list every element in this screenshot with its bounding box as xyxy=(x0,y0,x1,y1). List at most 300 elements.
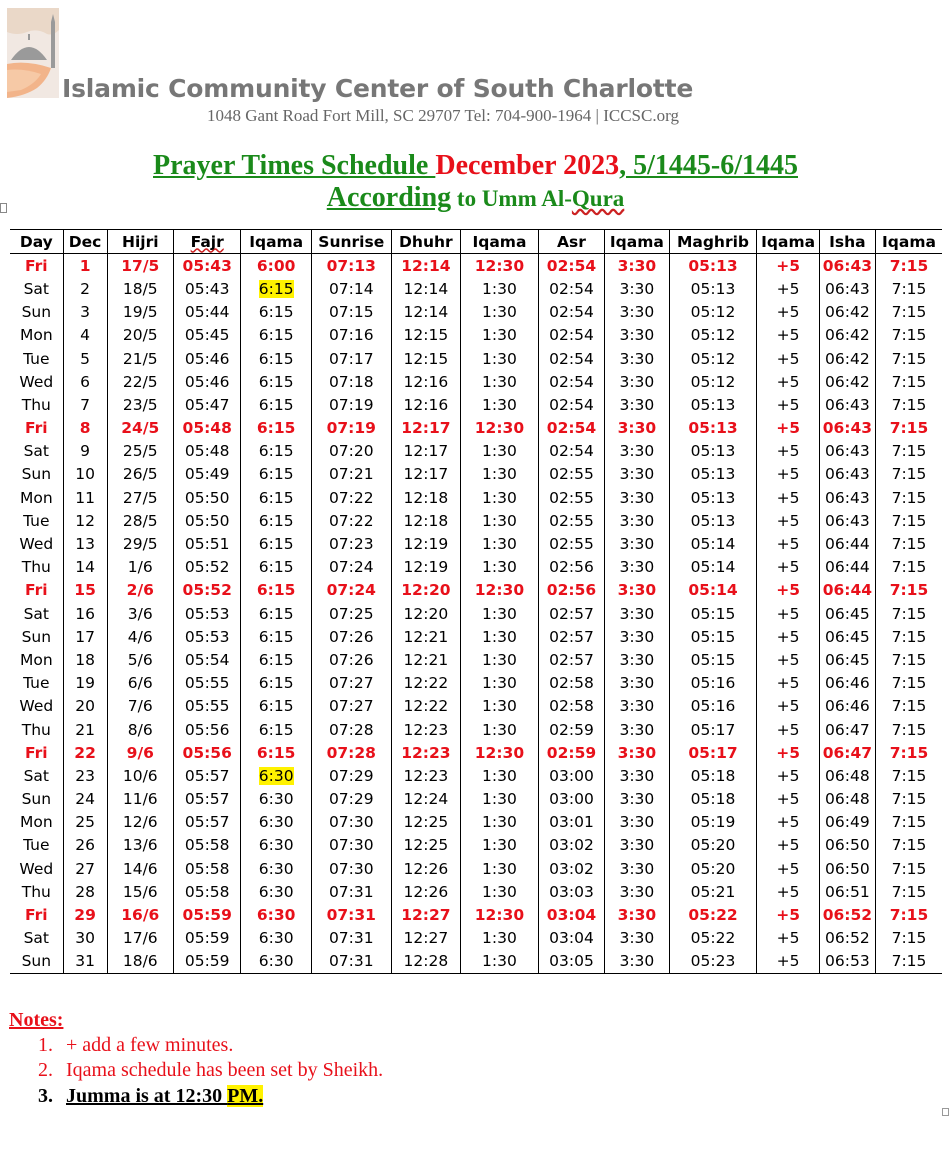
table-cell: 07:24 xyxy=(311,579,391,602)
column-header: Iqama xyxy=(757,230,819,254)
table-cell: 17 xyxy=(63,625,107,648)
table-cell: 06:43 xyxy=(819,509,875,532)
table-cell: 05:52 xyxy=(173,556,240,579)
table-cell: 12:15 xyxy=(391,324,460,347)
table-cell: 3:30 xyxy=(605,811,669,834)
note-2-number: 2. xyxy=(38,1059,53,1081)
table-cell: +5 xyxy=(757,579,819,602)
table-cell: 06:44 xyxy=(819,579,875,602)
table-cell: 07:22 xyxy=(311,486,391,509)
table-row xyxy=(10,788,942,811)
table-cell: 3:30 xyxy=(605,718,669,741)
table-cell: 02:54 xyxy=(538,254,604,278)
table-cell: 12:30 xyxy=(461,741,539,764)
table-cell: 6:15 xyxy=(241,672,312,695)
table-cell: 6/6 xyxy=(107,672,173,695)
table-cell: 26/5 xyxy=(107,463,173,486)
table-cell: 7:15 xyxy=(875,764,942,787)
table-cell: 12:14 xyxy=(391,277,460,300)
table-cell: 07:26 xyxy=(311,625,391,648)
table-cell: 1:30 xyxy=(461,556,539,579)
org-address: 1048 Gant Road Fort Mill, SC 29707 Tel: 704-900-1964 | ICCSC.org xyxy=(207,106,679,125)
table-cell: 12:16 xyxy=(391,370,460,393)
table-cell: 03:05 xyxy=(538,950,604,974)
table-cell xyxy=(241,764,312,787)
table-cell: 05:12 xyxy=(669,324,757,347)
table-cell: +5 xyxy=(757,811,819,834)
table-cell: 28 xyxy=(63,880,107,903)
table-cell: 02:54 xyxy=(538,347,604,370)
table-row xyxy=(10,741,942,764)
table-cell: 02:57 xyxy=(538,648,604,671)
table-cell: 29 xyxy=(63,903,107,926)
table-cell: 07:22 xyxy=(311,509,391,532)
table-cell: 7:15 xyxy=(875,602,942,625)
table-cell: 5/6 xyxy=(107,648,173,671)
table-cell: 7:15 xyxy=(875,788,942,811)
table-cell: +5 xyxy=(757,370,819,393)
table-cell: +5 xyxy=(757,788,819,811)
table-cell: 05:15 xyxy=(669,648,757,671)
table-cell: 07:23 xyxy=(311,532,391,555)
table-cell: 12:23 xyxy=(391,718,460,741)
table-row xyxy=(10,602,942,625)
table-cell: 05:15 xyxy=(669,602,757,625)
table-cell: 26 xyxy=(63,834,107,857)
table-cell: 05:17 xyxy=(669,718,757,741)
table-cell: 4 xyxy=(63,324,107,347)
table-cell: 05:54 xyxy=(173,648,240,671)
table-cell: 1:30 xyxy=(461,857,539,880)
table-row xyxy=(10,324,942,347)
table-cell: 06:52 xyxy=(819,927,875,950)
table-cell: 19/5 xyxy=(107,301,173,324)
table-cell xyxy=(241,277,312,300)
table-cell: 3 xyxy=(63,301,107,324)
table-cell: 12:27 xyxy=(391,903,460,926)
table-cell: 06:43 xyxy=(819,440,875,463)
table-cell: 13/6 xyxy=(107,834,173,857)
table-cell: 05:53 xyxy=(173,602,240,625)
table-cell: 1:30 xyxy=(461,880,539,903)
table-cell: 05:55 xyxy=(173,672,240,695)
table-cell: 02:54 xyxy=(538,324,604,347)
table-cell: Sun xyxy=(21,303,52,322)
column-header: Dec xyxy=(63,230,107,254)
table-cell: 10 xyxy=(63,463,107,486)
table-cell: 8/6 xyxy=(107,718,173,741)
table-cell: 05:50 xyxy=(173,486,240,509)
table-cell: 06:46 xyxy=(819,672,875,695)
table-cell: +5 xyxy=(757,695,819,718)
table-cell: 6:15 xyxy=(241,532,312,555)
table-cell: 02:55 xyxy=(538,532,604,555)
table-cell: Thu xyxy=(21,882,51,901)
table-cell: 05:13 xyxy=(669,486,757,509)
table-cell: 12:24 xyxy=(391,788,460,811)
table-cell: +5 xyxy=(757,648,819,671)
table-cell: 3:30 xyxy=(605,950,669,974)
table-cell: 02:55 xyxy=(538,463,604,486)
table-cell: 7:15 xyxy=(875,695,942,718)
table-cell: 07:18 xyxy=(311,370,391,393)
table-cell: 3:30 xyxy=(605,301,669,324)
schedule-subtitle xyxy=(0,182,951,214)
table-cell: 16 xyxy=(63,602,107,625)
table-cell: 7:15 xyxy=(875,417,942,440)
table-cell: 05:52 xyxy=(173,579,240,602)
table-cell: 18/5 xyxy=(107,277,173,300)
table-cell: 1:30 xyxy=(461,301,539,324)
table-cell: 05:46 xyxy=(173,370,240,393)
table-cell: 12:15 xyxy=(391,347,460,370)
table-cell: 12:27 xyxy=(391,927,460,950)
table-cell: Thu xyxy=(21,395,51,414)
table-cell: 06:43 xyxy=(819,277,875,300)
prayer-times-table xyxy=(10,229,942,974)
table-cell: 05:59 xyxy=(173,950,240,974)
table-cell: 05:46 xyxy=(173,347,240,370)
table-cell: 12:19 xyxy=(391,532,460,555)
table-cell: 1 xyxy=(63,254,107,278)
table-cell: 6:15 xyxy=(241,695,312,718)
table-cell: 1:30 xyxy=(461,347,539,370)
table-cell: Sun xyxy=(21,627,52,646)
table-cell: 05:13 xyxy=(669,509,757,532)
table-cell: 07:14 xyxy=(311,277,391,300)
table-cell: 6:30 xyxy=(241,880,312,903)
table-cell: Sun xyxy=(21,465,52,484)
table-cell: 12:22 xyxy=(391,672,460,695)
table-cell: 7:15 xyxy=(875,648,942,671)
table-cell: 1:30 xyxy=(461,440,539,463)
table-cell: 11/6 xyxy=(107,788,173,811)
table-cell: 6:15 xyxy=(241,602,312,625)
highlighted-iqama-change: 6:15 xyxy=(258,279,294,298)
table-cell: 7:15 xyxy=(875,254,942,278)
table-cell: Sat xyxy=(23,279,50,298)
title-hijri-range: , 5/1445-6/1445 xyxy=(619,150,798,181)
table-cell: 6:15 xyxy=(241,417,312,440)
table-cell: 05:43 xyxy=(173,254,240,278)
table-cell: 3:30 xyxy=(605,509,669,532)
table-cell: 22/5 xyxy=(107,370,173,393)
table-cell: 1:30 xyxy=(461,834,539,857)
table-cell: 06:48 xyxy=(819,788,875,811)
table-cell: 3:30 xyxy=(605,579,669,602)
table-cell: Sat xyxy=(23,929,50,948)
table-cell: 6:15 xyxy=(241,393,312,416)
table-cell: 3:30 xyxy=(605,880,669,903)
table-row xyxy=(10,277,942,300)
table-cell: 1:30 xyxy=(461,672,539,695)
table-cell: +5 xyxy=(757,764,819,787)
table-cell: 07:13 xyxy=(311,254,391,278)
table-cell: 12:17 xyxy=(391,417,460,440)
table-cell: 6:30 xyxy=(241,950,312,974)
table-cell: 27 xyxy=(63,857,107,880)
table-cell: 02:57 xyxy=(538,625,604,648)
table-row xyxy=(10,301,942,324)
table-cell: Mon xyxy=(19,813,53,832)
table-cell: 12:21 xyxy=(391,625,460,648)
table-cell: 1:30 xyxy=(461,324,539,347)
table-cell: 02:58 xyxy=(538,695,604,718)
table-row xyxy=(10,672,942,695)
subtitle-according: According xyxy=(326,182,452,213)
table-cell: 3:30 xyxy=(605,463,669,486)
table-cell: 12:21 xyxy=(391,648,460,671)
note-1-text: + add a few minutes. xyxy=(66,1034,234,1056)
table-cell: +5 xyxy=(757,277,819,300)
table-anchor-handle[interactable] xyxy=(0,203,7,213)
table-cell: 12:20 xyxy=(391,602,460,625)
table-cell: 05:14 xyxy=(669,556,757,579)
table-cell: 07:19 xyxy=(311,417,391,440)
table-cell: 12:22 xyxy=(391,695,460,718)
table-cell: 7:15 xyxy=(875,486,942,509)
table-cell: 05:56 xyxy=(173,718,240,741)
table-cell: 3:30 xyxy=(605,602,669,625)
table-cell: 12:14 xyxy=(391,301,460,324)
table-cell: 12:26 xyxy=(391,857,460,880)
table-cell: 06:45 xyxy=(819,648,875,671)
table-cell: 05:44 xyxy=(173,301,240,324)
table-cell: 7:15 xyxy=(875,301,942,324)
table-cell: 7:15 xyxy=(875,556,942,579)
table-cell: 07:20 xyxy=(311,440,391,463)
table-cell: 2/6 xyxy=(107,579,173,602)
table-cell: 06:44 xyxy=(819,556,875,579)
table-cell: 05:48 xyxy=(173,440,240,463)
table-cell: 15 xyxy=(63,579,107,602)
table-cell: Sat xyxy=(23,766,50,785)
note-3-text: Jumma is at 12:30 xyxy=(66,1085,228,1107)
table-cell: 03:04 xyxy=(538,927,604,950)
table-cell: 3:30 xyxy=(605,857,669,880)
table-cell: 15/6 xyxy=(107,880,173,903)
table-cell: 23 xyxy=(63,764,107,787)
org-name: Islamic Community Center of South Charlotte xyxy=(62,74,694,103)
table-cell: 7:15 xyxy=(875,370,942,393)
table-cell: 02:54 xyxy=(538,417,604,440)
table-cell: 07:29 xyxy=(311,788,391,811)
table-cell: 6 xyxy=(63,370,107,393)
table-cell: +5 xyxy=(757,532,819,555)
table-cell: 24/5 xyxy=(107,417,173,440)
table-cell: 05:12 xyxy=(669,370,757,393)
column-header: Maghrib xyxy=(669,230,757,254)
table-cell: 07:16 xyxy=(311,324,391,347)
note-3-number: 3. xyxy=(38,1085,53,1107)
table-cell: +5 xyxy=(757,254,819,278)
table-cell: 3:30 xyxy=(605,556,669,579)
table-row xyxy=(10,695,942,718)
table-cell: 12:16 xyxy=(391,393,460,416)
table-cell: 06:48 xyxy=(819,764,875,787)
table-row xyxy=(10,927,942,950)
table-cell: 05:49 xyxy=(173,463,240,486)
table-row xyxy=(10,347,942,370)
page-corner-handle[interactable] xyxy=(942,1108,949,1116)
table-cell: 13 xyxy=(63,532,107,555)
table-cell: 12:17 xyxy=(391,463,460,486)
table-cell: 05:45 xyxy=(173,324,240,347)
table-cell: 07:28 xyxy=(311,741,391,764)
table-cell: 31 xyxy=(63,950,107,974)
table-cell: 3:30 xyxy=(605,347,669,370)
table-cell: +5 xyxy=(757,417,819,440)
note-1-number: 1. xyxy=(38,1034,53,1056)
table-cell: 3:30 xyxy=(605,532,669,555)
table-cell: 7:15 xyxy=(875,857,942,880)
subtitle-qura: Qura xyxy=(571,186,625,211)
table-cell: 12:25 xyxy=(391,834,460,857)
table-cell: 3:30 xyxy=(605,486,669,509)
table-cell: 06:45 xyxy=(819,602,875,625)
table-cell: 05:14 xyxy=(669,579,757,602)
table-cell: 05:13 xyxy=(669,277,757,300)
table-cell: 16/6 xyxy=(107,903,173,926)
table-cell: 3:30 xyxy=(605,834,669,857)
table-cell: 3:30 xyxy=(605,254,669,278)
table-cell: 6:15 xyxy=(241,556,312,579)
table-row xyxy=(10,857,942,880)
table-cell: 3:30 xyxy=(605,927,669,950)
table-cell: 06:46 xyxy=(819,695,875,718)
table-cell: 7:15 xyxy=(875,440,942,463)
table-cell: 05:58 xyxy=(173,857,240,880)
table-cell: 1:30 xyxy=(461,509,539,532)
table-cell: 07:27 xyxy=(311,672,391,695)
table-cell: 12:30 xyxy=(461,254,539,278)
table-row xyxy=(10,718,942,741)
table-cell: 06:43 xyxy=(819,417,875,440)
table-cell: Fri xyxy=(25,256,48,275)
table-row xyxy=(10,463,942,486)
table-cell: +5 xyxy=(757,347,819,370)
table-cell: 12:28 xyxy=(391,950,460,974)
table-cell: 1:30 xyxy=(461,648,539,671)
table-cell: 05:57 xyxy=(173,764,240,787)
table-cell: 6:15 xyxy=(241,440,312,463)
table-cell: 05:13 xyxy=(669,254,757,278)
table-cell: 02:55 xyxy=(538,509,604,532)
column-header: Iqama xyxy=(241,230,312,254)
table-cell: 07:30 xyxy=(311,834,391,857)
table-cell: 7/6 xyxy=(107,695,173,718)
table-cell: 25 xyxy=(63,811,107,834)
table-cell: Mon xyxy=(19,488,53,507)
table-cell: 1:30 xyxy=(461,370,539,393)
table-cell: 05:53 xyxy=(173,625,240,648)
table-cell: 07:31 xyxy=(311,927,391,950)
schedule-title xyxy=(0,150,951,182)
table-row xyxy=(10,764,942,787)
table-cell: 07:25 xyxy=(311,602,391,625)
table-row xyxy=(10,370,942,393)
table-cell: 3:30 xyxy=(605,393,669,416)
table-cell: 7:15 xyxy=(875,927,942,950)
table-cell: 12 xyxy=(63,509,107,532)
table-cell: 6:15 xyxy=(241,301,312,324)
table-cell: 02:59 xyxy=(538,718,604,741)
note-2 xyxy=(38,1059,383,1082)
table-cell: +5 xyxy=(757,463,819,486)
table-cell: 3:30 xyxy=(605,625,669,648)
table-cell: 05:22 xyxy=(669,927,757,950)
table-row xyxy=(10,579,942,602)
table-cell: 7:15 xyxy=(875,741,942,764)
table-cell: 06:42 xyxy=(819,347,875,370)
table-cell: 05:13 xyxy=(669,463,757,486)
table-cell: 3/6 xyxy=(107,602,173,625)
table-cell: Tue xyxy=(23,674,50,693)
table-cell: 1:30 xyxy=(461,788,539,811)
table-cell: 02:56 xyxy=(538,556,604,579)
table-row xyxy=(10,811,942,834)
table-cell: 06:44 xyxy=(819,532,875,555)
table-cell: +5 xyxy=(757,950,819,974)
table-row xyxy=(10,834,942,857)
table-cell: 07:30 xyxy=(311,857,391,880)
table-cell: 7:15 xyxy=(875,903,942,926)
table-cell: 12:19 xyxy=(391,556,460,579)
table-cell: 10/6 xyxy=(107,764,173,787)
table-cell: 12:20 xyxy=(391,579,460,602)
table-cell: 02:59 xyxy=(538,741,604,764)
column-header: Sunrise xyxy=(311,230,391,254)
table-cell: Mon xyxy=(19,326,53,345)
table-cell: 3:30 xyxy=(605,903,669,926)
table-cell: 02:54 xyxy=(538,440,604,463)
table-cell: Tue xyxy=(23,836,50,855)
table-cell: 02:57 xyxy=(538,602,604,625)
table-cell: Mon xyxy=(19,650,53,669)
table-cell: +5 xyxy=(757,486,819,509)
table-cell: 29/5 xyxy=(107,532,173,555)
table-cell: +5 xyxy=(757,857,819,880)
table-cell: 06:42 xyxy=(819,301,875,324)
table-cell: 02:54 xyxy=(538,393,604,416)
table-cell: Tue xyxy=(23,349,50,368)
table-cell: 06:51 xyxy=(819,880,875,903)
table-cell: 05:55 xyxy=(173,695,240,718)
table-cell: 05:21 xyxy=(669,880,757,903)
table-cell: 02:56 xyxy=(538,579,604,602)
table-cell: 3:30 xyxy=(605,440,669,463)
table-cell: 06:50 xyxy=(819,857,875,880)
table-cell: 12:25 xyxy=(391,811,460,834)
table-cell: 14/6 xyxy=(107,857,173,880)
table-cell: 05:18 xyxy=(669,788,757,811)
table-cell: +5 xyxy=(757,741,819,764)
table-cell: 07:28 xyxy=(311,718,391,741)
table-cell: 1/6 xyxy=(107,556,173,579)
table-cell: +5 xyxy=(757,393,819,416)
table-cell: 25/5 xyxy=(107,440,173,463)
table-cell: 03:00 xyxy=(538,764,604,787)
table-cell: +5 xyxy=(757,625,819,648)
column-header: Day xyxy=(10,230,63,254)
table-cell: 6:30 xyxy=(241,927,312,950)
table-cell: 03:04 xyxy=(538,903,604,926)
table-cell: 05:12 xyxy=(669,347,757,370)
table-cell: 1:30 xyxy=(461,927,539,950)
table-cell: 03:01 xyxy=(538,811,604,834)
table-cell: 3:30 xyxy=(605,788,669,811)
table-cell: 05:16 xyxy=(669,695,757,718)
